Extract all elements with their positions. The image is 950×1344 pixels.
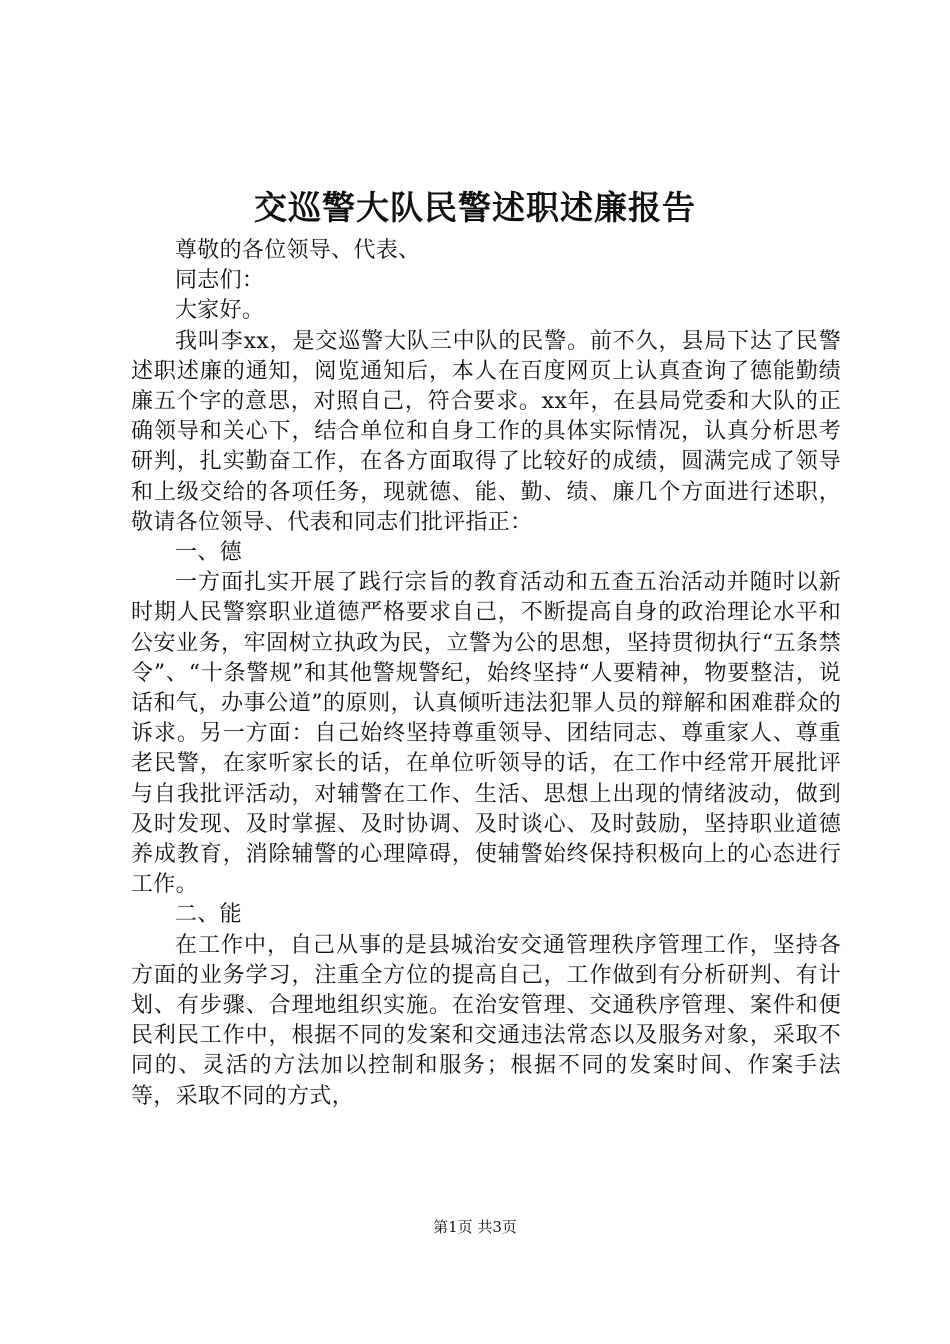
intro-paragraph: 我叫李xx，是交巡警大队三中队的民警。前不久，县局下达了民警述职述廉的通知，阅览通知后，本人在百度网页上认真查询了德能勤绩廉五个字的意思，对照自己，符合要求。xx年，在县局党委和大队的正确领导和关心下，结合单位和自身工作的具体实际情况，认真分析思考研判，扎实勤奋工作，在各方面取得了比较好的成绩，圆满完成了领导和上级交给的各项任务，现就德、能、勤、绩、廉几个方面进行述职，敬请各位领导、代表和同志们批评指正： (131, 328, 841, 535)
section-heading-neng: 二、能 (175, 902, 242, 928)
section-de-paragraph: 一方面扎实开展了践行宗旨的教育活动和五查五治活动并随时以新时期人民警察职业道德严格要求自己，不断提高自身的政治理论水平和公安业务，牢固树立执政为民，立警为公的思想，坚持贯彻执行“五条禁令”、“十条警规”和其他警规警纪，始终坚持“人要精神，物要整洁，说话和气，办事公道”的原则，认真倾听违法犯罪人员的辩解和困难群众的诉求。另一方面：自己始终坚持尊重领导、团结同志、尊重家人、尊重老民警，在家听家长的话，在单位听领导的话，在工作中经常开展批评与自我批评活动，对辅警在工作、生活、思想上出现的情绪波动，做到及时发现、及时掌握、及时协调、及时谈心、及时鼓励，坚持职业道德养成教育，消除辅警的心理障碍，使辅警始终保持积极向上的心态进行工作。 (131, 570, 841, 898)
document-title: 交巡警大队民警述职述廉报告 (254, 188, 696, 227)
document-body (131, 236, 841, 1112)
section-neng-paragraph: 在工作中，自己从事的是县城治安交通管理秩序管理工作，坚持各方面的业务学习，注重全方位的提高自己，工作做到有分析研判、有计划、有步骤、合理地组织实施。在治安管理、交通秩序管理、案件和便民利民工作中，根据不同的发案和交通违法常态以及服务对象，采取不同的、灵活的方法加以控制和服务；根据不同的发案时间、作案手法等，采取不同的方式， (131, 932, 841, 1109)
salutation-line-1: 尊敬的各位领导、代表、 (175, 238, 421, 263)
page-footer: 第1页 共3页 (433, 1218, 517, 1236)
salutation-line-2: 同志们： (175, 268, 265, 294)
section-heading-de: 一、德 (175, 540, 242, 566)
greeting: 大家好。 (175, 298, 265, 324)
